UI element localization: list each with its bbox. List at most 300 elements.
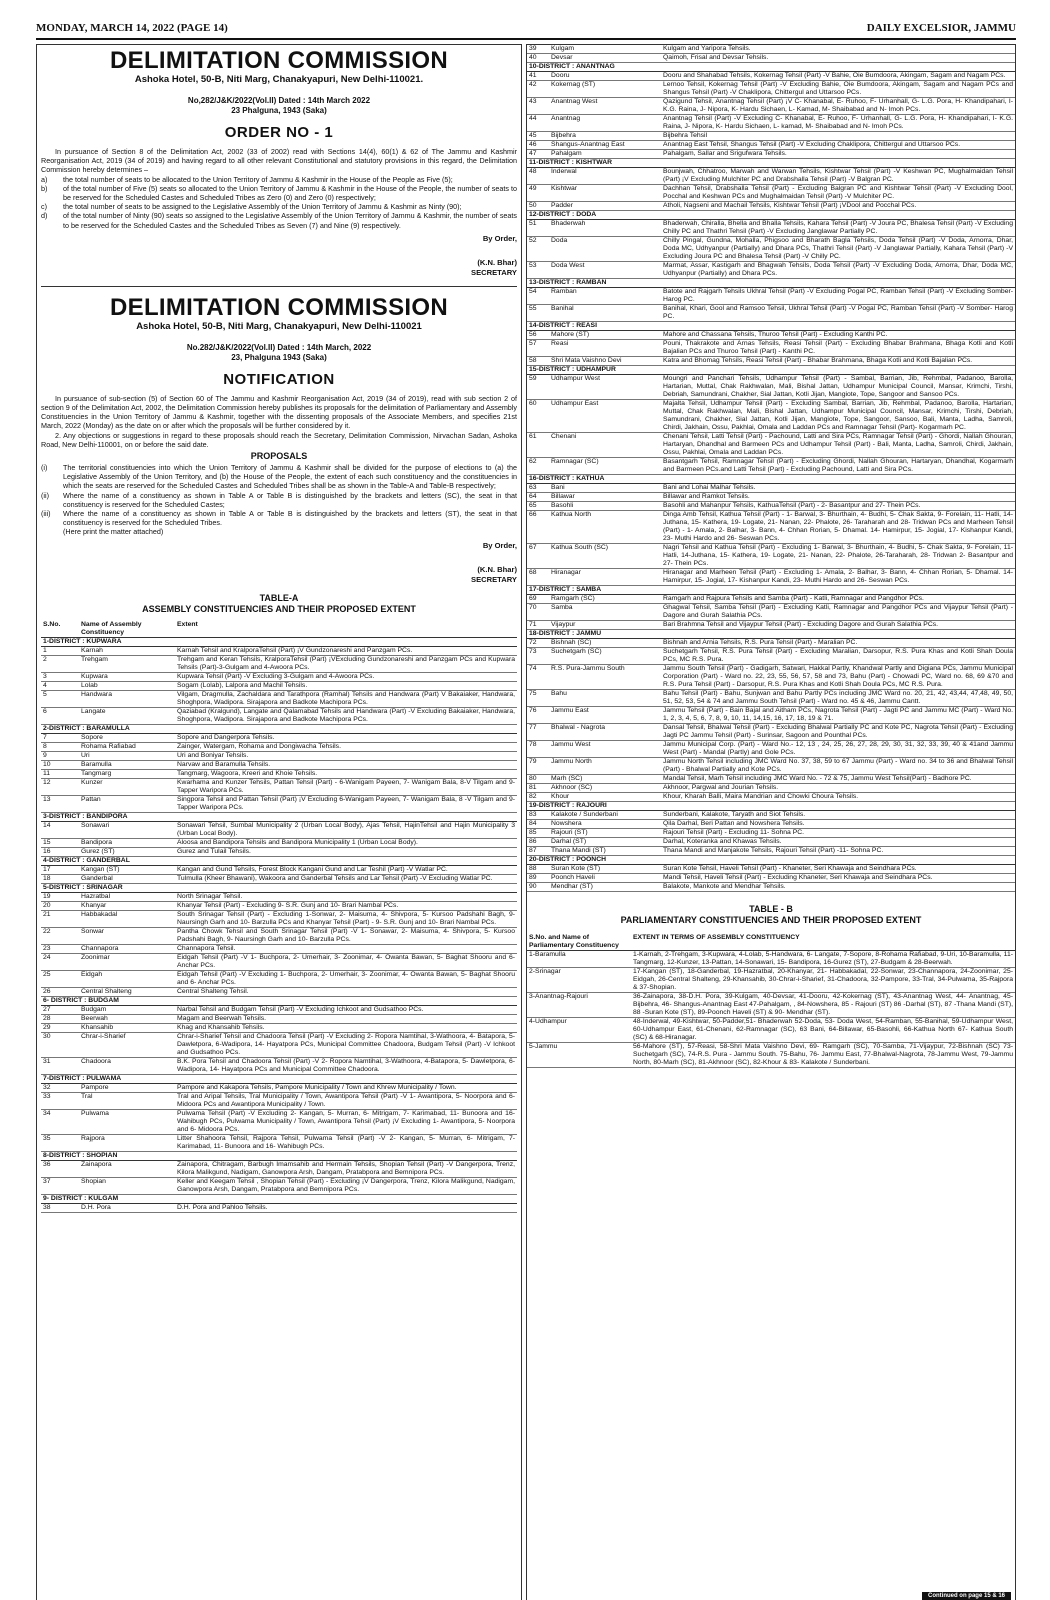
table-a-left	[41, 621, 517, 1213]
table-row	[527, 784, 1015, 793]
cell-no: 59	[527, 375, 549, 400]
district-heading-row	[527, 279, 1015, 288]
table-row	[41, 1057, 517, 1074]
cell-extent: 17-Kangan (ST), 18-Ganderbal, 19-Hazratbal, 20-Khanyar, 21- Habbakadal, 22-Sonwar, 23-Channapora, 24-Zoonimar, 25- Eidgah, 26-Central Shalteng, 29-Khansahib, 30-Chrar-i-Sharief, 31-Chadoora, 32-Pampore, 33-Tral, 34-Pulwama, 35-Rajpora & 37-Shopian.	[633, 968, 1013, 991]
notification-notice	[41, 295, 517, 585]
cell-name: Sonwar	[79, 927, 175, 944]
table-row	[527, 237, 1015, 262]
cell-extent: Chenani Tehsil, Latti Tehsil (Part) - Pachound, Latti and Sira PCs, Ramnagar Tehsil (Part) - Ghordi, Nallah Ghouran, Hartaryan, Dhandhal and Barmeen PCs and Udhampur Tehsil (Part) - Bali, Manta, Ladha, Samroli, Chirdi, Jakhain, Ossu, Pakhlai, Omala and Laddan PCs.	[663, 433, 1013, 456]
cell-name: Pampore	[79, 1083, 175, 1092]
cell-extent: Jammu North Tehsil including JMC Ward No. 37, 38, 59 to 67 Jammu (Part) - Ward no. 34 to 36 and Bhalwal Tehsil (Part) - Bhalwal Partially and Kote PCs.	[663, 758, 1013, 773]
cell-name: Akhnoor (SC)	[549, 784, 661, 793]
cell-extent: Suchetgarh Tehsil, R.S. Pura Tehsil (Part) - Excluding Maralian, Darsopur, R.S. Pura Khas and Kotli Shah Doula PCs, MC R.S. Pura.	[663, 648, 1013, 663]
cell-extent: Bounjwah, Chhatroo, Marwah and Warwan Tehsils, Kishtwar Tehsil (Part) -V Keshwan PC, Mughalmaidan Tehsil (Part) ¡V Excluding Mulchiter PC and Drabshalla Tehsil (Part) -V Balgran PC.	[663, 168, 1013, 183]
cell-name: Marh (SC)	[549, 775, 661, 784]
table-row	[41, 1083, 517, 1092]
district-heading-row	[527, 586, 1015, 595]
cell-extent: Narbal Tehsil and Budgam Tehsil (Part) -V Excluding Ichkoot and Gudsathoo PCs.	[175, 1005, 517, 1014]
district-heading: 6- DISTRICT : BUDGAM	[41, 996, 517, 1005]
table-row	[41, 1014, 517, 1023]
table-row	[41, 769, 517, 778]
district-heading-row	[41, 1151, 517, 1160]
cell-no: 31	[41, 1057, 79, 1074]
cell-name: Trehgam	[79, 655, 175, 672]
cell-extent: Tral and Aripal Tehsils, Tral Municipality / Town, Awantipora Tehsil (Part) -V 1- Awantipora, 5- Noorpora and 6- Midoora PCs and Awantipora Municipality / Town.	[177, 1092, 515, 1108]
table-row	[527, 604, 1015, 621]
cell-name: Sonawari	[79, 821, 175, 838]
cell-no: 32	[41, 1083, 79, 1092]
cell-extent: Kupwara Tehsil (Part) -V Excluding 3-Gulgam and 4-Awoora PCs.	[175, 672, 517, 681]
district-heading: 17-DISTRICT : SAMBA	[527, 586, 1015, 595]
cell-no: 44	[527, 115, 549, 132]
cell-name: Bani	[549, 484, 661, 493]
cell-name: Devsar	[549, 54, 661, 63]
cell-no: 84	[527, 820, 549, 829]
table-row	[41, 655, 517, 672]
cell-extent: 48-Inderwal, 49-Kishtwar, 50-Padder,51- Bhaderwah 52-Doda, 53- Doda West, 54-Ramban, 55-Banihal, 59-Udhampur West, 60-Udhampur East, 61-Chenani, 62-Ramnagar (SC), 63 Bani, 64-Billawar, 65-Basohli, 66-Kathua North 67- Kathua South (SC) & 68-Hiranagar.	[633, 1018, 1013, 1041]
cell-extent: 36-Zainapora, 38-D.H. Pora, 39-Kulgam, 40-Devsar, 41-Dooru, 42-Kokernag (ST), 43-Anantnag West, 44- Anantnag, 45- Bijbehra, 46- Shangus-Anantnag East 47-Pahalgam, , 84-Nowshera, 85 - Rajouri (ST) 86 -Darhal (ST), 87 -Thana Mandi (ST), 88 -Suran Kote (ST), 89-Poonch Haveli (ST) & 90- Mendhar (ST).	[633, 993, 1013, 1016]
cell-extent: Central Shalteng Tehsil.	[175, 987, 517, 996]
table-row	[527, 98, 1015, 115]
district-heading: 18-DISTRICT : JAMMU	[527, 630, 1015, 639]
cell-no: 70	[527, 604, 549, 621]
table-row	[527, 72, 1015, 81]
cell-no: 7	[41, 733, 79, 742]
district-heading: 9- DISTRICT : KULGAM	[41, 1194, 517, 1203]
cell-no: 45	[527, 132, 549, 141]
cell-extent: Banihal, Khari, Gool and Ramsoo Tehsil, Ukhral Tehsil (Part) -V Pogal PC, Ramban Tehsil (Part) -V Somber- Harog PC.	[663, 305, 1013, 320]
cell-no: 73	[527, 648, 549, 665]
cell-name: Padder	[549, 202, 661, 211]
district-heading: 19-DISTRICT : RAJOURI	[527, 802, 1015, 811]
cell-extent: Basantgarh Tehsil, Ramnagar Tehsil (Part) - Excluding Ghordi, Nallah Ghouran, Hartaryan, Dhandhal, Kogarmarh and Barmeen PCs.and Latti Tehsil (Part) - Excluding Pachound, Latti and Sira PCs.	[663, 458, 1013, 473]
cell-name: Habbakadal	[79, 910, 175, 927]
cell-name: Inderwal	[549, 168, 661, 185]
cell-name: Billawar	[549, 493, 661, 502]
table-b	[527, 934, 1015, 1068]
cell-no: 67	[527, 544, 549, 569]
cell-extent: Narvaw and Baramulla Tehsils.	[175, 760, 517, 769]
cell-no: 87	[527, 847, 549, 856]
cell-no: 30	[41, 1032, 79, 1057]
notification-para-2: 2. Any objections or suggestions in regard to these proposals should reach the Secretary, Delimitation Commission, Nirvachan Sadan, Ashoka Road, New Delhi-110001, on or before the said date.	[41, 430, 517, 449]
cell-no: 51	[527, 220, 549, 237]
cell-no: 29	[41, 1023, 79, 1032]
district-heading: 12-DISTRICT : DODA	[527, 211, 1015, 220]
cell-extent: Majalta Tehsil, Udhampur Tehsil (Part) - Excluding Sambal, Barrian, Jib, Rehmbal, Padanoo, Barolla, Hartarian, Muttal, Chak Rakhwalan, Mali, Bishal Jattan, Udhampur Municipal Council, Mansar, Krimchi, Tirshi, Debriah, Samundrani, Chakher, Sial Jattan, Kotli Jijan, Mangiote, Tope, Sangoor, Sansoo, Bali, Manta, Ladha, Samroli, Chirdi, Jakhain, Ossu, Pakhlai, Omala and Laddan PCs and Ramnagar Tehsil (Part)- Kogarmarh PC.	[663, 400, 1013, 431]
table-row	[527, 665, 1015, 690]
cell-extent: Dachhan Tehsil, Drabshalla Tehsil (Part) - Excluding Balgran PC and Kishtwar Tehsil (Part) -V Excluding Dool, Pocchal and Keshwan PCs and Mughalmaidan Tehsil (Part) -V Mulchiter PC.	[663, 185, 1013, 200]
cell-name: Khansahib	[79, 1023, 175, 1032]
notification-by-order: By Order,	[482, 540, 517, 550]
table-row	[527, 340, 1015, 357]
cell-no: 40	[527, 54, 549, 63]
cell-no: 33	[41, 1092, 79, 1109]
table-row	[41, 847, 517, 856]
cell-no: 61	[527, 433, 549, 458]
table-row	[527, 544, 1015, 569]
cell-extent: Basohli and Mahanpur Tehsils, KathuaTehsil (Part) - 2- Basantpur and 27- Thein PCs.	[661, 502, 1015, 511]
cell-extent: Qazigund Tehsil, Anantnag Tehsil (Part) ¡V C- Khanabal, E- Ruhoo, F- Urhanhall, G- L.G. Pora, H- Khandipahari, I- K.G. Raina, J- Nipora, K- Hardu Sichaen, L- Kamad, M- Shaibabad and N- Imoh PCs.	[663, 98, 1013, 113]
cell-extent: Eidgah Tehsil (Part) -V Excluding 1- Buchpora, 2- Umerhair, 3- Zoonimar, 4- Owanta Bawan, 5- Baghat Shooru and 6- Anchar PCs.	[177, 970, 515, 986]
cell-extent: Gurez and Tulail Tehsils.	[175, 847, 517, 856]
table-row	[41, 681, 517, 690]
cell-name: Sopore	[79, 733, 175, 742]
table-row	[527, 993, 1015, 1018]
order-item: c) the total number of seats to be assigned to the Legislative Assembly of the Union Territory of Jammu & Kashmir as Ninty (90);	[41, 202, 462, 212]
table-row	[41, 910, 517, 927]
table-row	[527, 648, 1015, 665]
notification-signatory: (K.N. Bhar)	[477, 564, 517, 574]
cell-no: 71	[527, 621, 549, 630]
table-row	[41, 927, 517, 944]
cell-extent: North Srinagar Tehsil.	[175, 892, 517, 901]
table-row	[41, 1160, 517, 1177]
table-row	[41, 1023, 517, 1032]
district-heading-row	[527, 802, 1015, 811]
cell-no: 65	[527, 502, 549, 511]
cell-extent: Anantnag East Tehsil, Shangus Tehsil (Part) -V Excluding Chaklipora, Chittergul and Uttarsoo PCs.	[661, 141, 1015, 150]
cell-extent: Nagri Tehsil and Kathua Tehsil (Part) - Excluding 1- Barwal, 3- Bhurthain, 4- Budhi, 5- Chak Sakta, 9- Forelain, 11- Hatli, 14-Juthana, 15- Kathera, 19- Logate, 21- Nanan, 22- Phalote, 26-Taraharah, 28- Tridwan 2- Basantpur and 27- Thein PCs.	[663, 544, 1013, 567]
cell-no: 27	[41, 1005, 79, 1014]
cell-extent: Aloosa and Bandipora Tehsils and Bandipora Municipality 1 (Urban Local Body).	[175, 838, 517, 847]
table-row	[527, 484, 1015, 493]
cell-no: 85	[527, 829, 549, 838]
table-row	[41, 795, 517, 812]
district-heading-row	[41, 883, 517, 892]
table-row	[41, 1134, 517, 1151]
cell-extent: Singpora Tehsil and Pattan Tehsil (Part) ¡V Excluding 6-Wanigam Payeen, 7- Wanigam Bala, 8 -V Tilgam and 9- Tapper Waripora PCs.	[177, 795, 515, 811]
table-row	[41, 707, 517, 724]
table-row	[527, 793, 1015, 802]
cell-no: 58	[527, 357, 549, 366]
table-row	[527, 357, 1015, 366]
table-row	[527, 595, 1015, 604]
table-row	[527, 741, 1015, 758]
cell-name: Hiranagar	[549, 569, 661, 586]
table-row	[527, 502, 1015, 511]
table-row	[527, 132, 1015, 141]
table-row	[41, 751, 517, 760]
cell-name: Mahore (ST)	[549, 331, 661, 340]
cell-extent: Pulwama Tehsil (Part) -V Excluding 2- Kangan, 5- Murran, 6- Mitrigam, 7- Karimabad, 11- Bunoora and 16- Wahibugh PCs, Pulwama Municipality / Town, Awantipora Tehsil (Part) ¡V Excluding 1- Awantipora, 5- Noorpora and 6- Midoora PCs.	[177, 1109, 515, 1133]
cell-no: 28	[41, 1014, 79, 1023]
continued-note: Continued on page 15 & 16	[922, 1592, 1011, 1600]
cell-extent: Kulgam and Yaripora Tehsils.	[661, 45, 1015, 54]
proposal-item: (Here print the matter attached)	[63, 527, 164, 537]
cell-extent: B.K. Pora Tehsil and Chadoora Tehsil (Part) -V 2- Ropora Namtihal, 3-Wathoora, 4-Batapora, 5- Dawletpora, 6-Wadipora, 14- Hayatpora PCs and Municipal Committee Chadoora.	[177, 1057, 515, 1073]
cell-name: Jammu North	[549, 758, 661, 775]
order-signatory: (K.N. Bhar)	[477, 257, 517, 267]
cell-name: Jammu East	[549, 707, 661, 724]
cell-no: 75	[527, 690, 549, 707]
cell-no: 64	[527, 493, 549, 502]
cell-name: Central Shalteng	[79, 987, 175, 996]
cell-no: 60	[527, 400, 549, 433]
cell-no: 18	[41, 874, 79, 883]
table-row	[41, 1109, 517, 1134]
district-heading: 1-DISTRICT : KUPWARA	[41, 637, 517, 646]
cell-no: 20	[41, 901, 79, 910]
cell-name: Kunzer	[79, 778, 175, 795]
cell-no: 43	[527, 98, 549, 115]
cell-no: 90	[527, 883, 549, 892]
cell-extent: Qila Darhal, Beri Pattan and Nowshera Tehsils.	[661, 820, 1015, 829]
cell-no: 39	[527, 45, 549, 54]
left-column	[36, 44, 522, 1600]
cell-extent: Pouni, Thakrakote and Arnas Tehsils, Reasi Tehsil (Part) - Excluding Bhabar Brahmana, Bhaga Kotli and Kotli Bajalian PCs and Thuroo Tehsil (Part) - Kanthi PC.	[663, 340, 1013, 355]
cell-name: Pattan	[79, 795, 175, 812]
table-row	[527, 820, 1015, 829]
cell-name: Banihal	[549, 305, 661, 322]
cell-extent: Qaziabad (Kralgund), Langate and Qalamabad Tehsils and Handwara (Part) -V Excluding Bakaiaker, Handwara, Shoghpora, Wadipora. Sirajapora and Badkote Machipora PCs.	[177, 707, 515, 723]
order-notice	[41, 48, 517, 278]
cell-no: 78	[527, 741, 549, 758]
cell-no: 19	[41, 892, 79, 901]
district-heading-row	[527, 366, 1015, 375]
cell-no: 72	[527, 639, 549, 648]
cell-name: Uri	[79, 751, 175, 760]
order-item: a) the total number of seats to be allocated to the Union Territory of Jammu & Kashmir in the House of the People as Five (5);	[41, 174, 453, 184]
cell-name: Beerwah	[79, 1014, 175, 1023]
cell-extent: Dinga Amb Tehsil, Kathua Tehsil (Part) - 1- Barwal, 3- Bhurthain, 4- Budhi, 5- Chak Sakta, 9- Forelain, 11- Hatli, 14-Juthana, 15- Kathera, 19- Logate, 21- Nanan, 22- Phalote, 26- Taraharah and 28- Tridwan PCs and Marheen Tehsil (Part) - 1- Amala, 2- Balhar, 3- Bann, 4- Chhan Rorian, 5- Dhamal. 14- Hamirpur, 15- Jogial, 17- Kishanpur Kandi, 23- Muthi Hardo and 26- Seswan PCs.	[663, 511, 1013, 542]
cell-name: Basohli	[549, 502, 661, 511]
cell-no: 37	[41, 1177, 79, 1194]
table-row	[41, 987, 517, 996]
cell-name: Samba	[549, 604, 661, 621]
cell-no: 34	[41, 1109, 79, 1134]
table-row	[527, 400, 1015, 433]
cell-extent: Pampore and Kakapora Tehsils, Pampore Municipality / Town and Khrew Municipality / Town.	[175, 1083, 517, 1092]
cell-name: Rohama Rafiabad	[79, 742, 175, 751]
cell-extent: Sunderbani, Kalakote, Taryath and Siot Tehsils.	[661, 811, 1015, 820]
cell-name: Handwara	[79, 690, 175, 707]
district-heading: 14-DISTRICT : REASI	[527, 322, 1015, 331]
cell-name: Anantnag West	[549, 98, 661, 115]
cell-no: 13	[41, 795, 79, 812]
cell-name: Chenani	[549, 433, 661, 458]
table-row	[41, 874, 517, 883]
cell-extent: Karnah Tehsil and KralporaTehsil (Part) ¡V Gundzonareshi and Panzgam PCs.	[175, 646, 517, 655]
table-row	[527, 262, 1015, 279]
table-row	[527, 724, 1015, 741]
cell-no: 86	[527, 838, 549, 847]
cell-name: 2-Srinagar	[527, 968, 631, 993]
cell-extent: Mandi Tehsil, Haveli Tehsil (Part) - Excluding Khaneter, Seri Khawaja and Seindhara PCs.	[661, 874, 1015, 883]
order-item: b) of the total number of Five (5) seats so allocated to the Union Territory of Jammu & Kashmir in the House of the People, the number of seats to be reserved for the Scheduled Castes and Scheduled Tribes as Zero (0) and Zero (0) respectively;	[41, 183, 517, 203]
cell-extent: 56-Mahore (ST), 57-Reasi, 58-Shri Mata Vaishno Devi, 69- Ramgarh (SC), 70-Samba, 71-Vijaypur, 72-Bishnah (SC) 73- Suchetgarh (SC), 74-R.S. Pura - Jammu South. 75-Bahu, 76- Jammu East, 77-Bhalwal-Nagrota, 78-Jammu West, 79-Jammu North, 80-Marh (SC), 81-Akhnoor (SC), 82-Khour & 83- Kalakote / Sunderbani.	[633, 1043, 1013, 1066]
cell-no: 2	[41, 655, 79, 672]
cell-name: Kokernag (ST)	[549, 81, 661, 98]
cell-no: 48	[527, 168, 549, 185]
cell-name: Mendhar (ST)	[549, 883, 661, 892]
cell-name: Kalakote / Sunderbani	[549, 811, 661, 820]
table-row	[527, 838, 1015, 847]
cell-extent: Hiranagar and Marheen Tehsil (Part) - Excluding 1- Amala, 2- Balhar, 3- Bann, 4- Chhan Rorian, 5- Dhamal. 14- Hamirpur, 15- Jogial, 17- Kishanpur Kandi, 23- Muthi Hardo and 26- Seswan PCs.	[663, 569, 1013, 584]
table-b-subtitle: PARLIAMENTARY CONSTITUENCIES AND THEIR PROPOSED EXTENT	[620, 915, 922, 925]
cell-name: Anantnag	[549, 115, 661, 132]
cell-extent: Vilgam, Dragmulla, Zachaldara and Tarathpora (Ramhal) Tehsils and Handwara (Part) V Bakaiaker, Handwara, Shoghpora, Wadipora. Sirajapora and Badkote Machipora PCs.	[177, 690, 515, 706]
order-item: d) of the total number of Ninty (90) seats so assigned to the Legislative Assembly of the Union Territory of Jammu & Kashmir, the number of seats to be reserved for the Scheduled Castes and the Scheduled Tribes as Seven (7) and Nine (9) respectively.	[41, 211, 517, 230]
table-row	[41, 1203, 517, 1212]
cell-extent: Zainapora, Chitragam, Barbugh Imamsahib and Hermain Tehsils, Shopian Tehsil (Part) -V Dangerpora, Trenz, Kilora Malikgund, Nadigam, Ganowpora Arsh, Dangam, Pratabpora and Bemnipora PCs.	[177, 1160, 515, 1176]
cell-no: 42	[527, 81, 549, 98]
cell-no: 12	[41, 778, 79, 795]
cell-name: R.S. Pura-Jammu South	[549, 665, 661, 690]
table-a-subtitle: ASSEMBLY CONSTITUENCIES AND THEIR PROPOSED EXTENT	[142, 603, 416, 614]
table-row	[41, 1032, 517, 1057]
cell-extent: Eidgah Tehsil (Part) -V 1- Buchpora, 2- Umerhair, 3- Zoonimar, 4- Owanta Bawan, 5- Baghat Shooru and 6- Anchar PCs.	[177, 953, 515, 969]
order-heading: ORDER NO - 1	[224, 124, 334, 141]
order-commission-title: DELIMITATION COMMISSION	[110, 47, 448, 74]
table-row	[527, 220, 1015, 237]
cell-name: Ramban	[549, 288, 661, 305]
cell-extent: Bishnah and Arnia Tehsils, R.S. Pura Tehsil (Part) - Maralian PC.	[661, 639, 1015, 648]
district-heading-row	[527, 630, 1015, 639]
table-row	[41, 953, 517, 970]
notification-heading: NOTIFICATION	[223, 370, 335, 388]
cell-no: 69	[527, 595, 549, 604]
proposal-item: (i) The territorial constituencies into which the Union Territory of Jammu & Kashmir shall be divided for the purpose of elections to (a) the Legislative Assembly of the Union Territory, and (b) the House of the People, the extent of each such constituency and the constituencies in which the seats are reserved for the Scheduled Castes and Scheduled Tribes shall be as shown in the Table-A and Table-B respectively;	[41, 463, 517, 491]
cell-extent: D.H. Pora and Pahloo Tehsils.	[175, 1203, 517, 1212]
cell-extent: Atholi, Nagseni and Machail Tehsils, Kishtwar Tehsil (Part) ¡VDool and Pocchal PCs.	[661, 202, 1015, 211]
table-row	[527, 758, 1015, 775]
table-row	[41, 970, 517, 987]
notification-address: Ashoka Hotel, 50-B, Niti Marg, Chanakyapuri, New Delhi-110021	[136, 320, 422, 332]
cell-no: 25	[41, 970, 79, 987]
cell-name: Udhampur East	[549, 400, 661, 433]
table-row	[527, 707, 1015, 724]
table-row	[527, 1018, 1015, 1043]
cell-extent: South Srinagar Tehsil (Part) - Excluding 1-Sonwar, 2- Maisuma, 4- Shivpora, 5- Kursoo Padshahi Bagh, 9- Naursingh Garh and 10- Barzulla PCs and Khanyar Tehsil (Part) - 9- S.R. Gunj and 10- Brari Nambal PCs.	[177, 910, 515, 926]
cell-no: 76	[527, 707, 549, 724]
cell-name: Tral	[79, 1092, 175, 1109]
cell-extent: Bahu Tehsil (Part) - Bahu, Sunjwan and Bahu Partly PCs including JMC Ward no. 20, 21, 42, 43,44, 47,48, 49, 50, 51, 52, 53, 54 & 74 and Jammu South Tehsil (Part) - Ward no. 45 & 46, Jammu Cantt.	[663, 690, 1013, 705]
cell-extent: Khour, Kharah Balli, Maira Mandrian and Chowki Choura Tehsils.	[661, 793, 1015, 802]
table-row	[41, 1092, 517, 1109]
cell-extent: Mandal Tehsil, Marh Tehsil including JMC Ward No. - 72 & 75, Jammu West Tehsil(Part) - Badhore PC.	[661, 775, 1015, 784]
table-row	[527, 493, 1015, 502]
cell-extent: 1-Karnah, 2-Trehgam, 3-Kupwara, 4-Lolab, 5-Handwara, 6- Langate, 7-Sopore, 8-Rohama Rafiabad, 9-Uri, 10-Baramulla, 11-Tangmarg, 12-Kunzer, 13-Pattan, 14-Sonawari, 15- Bandipora, 16-Gurez (ST), 27-Budgam & 28-Beerwah.	[633, 951, 1013, 966]
table-row	[527, 81, 1015, 98]
table-row	[527, 150, 1015, 159]
cell-name: Ramnagar (SC)	[549, 458, 661, 475]
table-row	[527, 331, 1015, 340]
district-heading: 11-DISTRICT : KISHTWAR	[527, 159, 1015, 168]
cell-name: Bhaderwah	[549, 220, 661, 237]
proposal-item: (iii) Where the name of a constituency as shown in Table A or Table B is distinguished by the brackets and letters (ST), the seat in that constituency is reserved for the Scheduled Tribes.	[41, 509, 517, 528]
cell-name: Pulwama	[79, 1109, 175, 1134]
cell-extent: Marmat, Assar, Kastigarh and Bhagwah Tehsils, Doda Tehsil (Part) -V Excluding Doda, Arnorra, Dhar, Doda MC, Udhyanpur (Partially) and Dhara PCs.	[663, 262, 1013, 277]
order-ref: No,282/J&K/2022(Vol.II) Dated : 14th March 2022	[187, 96, 371, 105]
cell-no: 83	[527, 811, 549, 820]
cell-extent: Anantnag Tehsil (Part) -V Excluding C- Khanabal, E- Ruhoo, F- Urhanhall, G- L.G. Pora, H- Khandipahari, I- K.G. Raina, J- Nipora, K- Hardu Sichaen, L- kamad, M- Shaibabad and N- Imoh PCs.	[663, 115, 1013, 130]
cell-no: 53	[527, 262, 549, 279]
cell-extent: Ramgarh and Rajpura Tehsils and Samba (Part) - Katli, Ramnagar and Pangdhor PCs.	[661, 595, 1015, 604]
district-heading: 20-DISTRICT : POONCH	[527, 856, 1015, 865]
cell-no: 89	[527, 874, 549, 883]
cell-no: 88	[527, 865, 549, 874]
cell-name: Chadoora	[79, 1057, 175, 1074]
cell-no: 52	[527, 237, 549, 262]
cell-name: Bandipora	[79, 838, 175, 847]
cell-extent: Litter Shahoora Tehsil, Rajpora Tehsil, Pulwama Tehsil (Part) -V 2- Kangan, 5- Murran, 6- Mitrigam, 7- Karimabad, 11- Bunoora and 16- Wahibugh PCs.	[177, 1134, 515, 1150]
cell-no: 56	[527, 331, 549, 340]
district-heading-row	[41, 996, 517, 1005]
cell-no: 79	[527, 758, 549, 775]
cell-name: Reasi	[549, 340, 661, 357]
table-row	[527, 185, 1015, 202]
table-row	[527, 569, 1015, 586]
cell-extent: Magam and Beerwah Tehsils.	[175, 1014, 517, 1023]
cell-no: 22	[41, 927, 79, 944]
cell-no: 54	[527, 288, 549, 305]
cell-name: Shopian	[79, 1177, 175, 1194]
table-row	[527, 305, 1015, 322]
cell-extent: Ghagwal Tehsil, Samba Tehsil (Part) - Excluding Katli, Ramnagar and Pangdhor PCs and Vijaypur Tehsil (Part) - Dagore and Gurah Salathia PCs.	[663, 604, 1013, 619]
table-row	[527, 865, 1015, 874]
cell-name: Thana Mandi (ST)	[549, 847, 661, 856]
cell-extent: Lernoo Tehsil, Kokernag Tehsil (Part) -V Excluding Bahie, Oie Bumdoora, Akingam, Sagam and Nagam PCs and Shangus Tehsil (Part) -V Chaklipora, Chittergul and Uttarsoo PCs.	[663, 81, 1013, 96]
table-row	[527, 202, 1015, 211]
cell-no: 11	[41, 769, 79, 778]
cell-no: 63	[527, 484, 549, 493]
cell-name: Kulgam	[549, 45, 661, 54]
table-row	[527, 375, 1015, 400]
table-row	[527, 511, 1015, 544]
cell-name: Eidgah	[79, 970, 175, 987]
district-heading: 2-DISTRICT : BARAMULLA	[41, 724, 517, 733]
table-b-header-extent: EXTENT IN TERMS OF ASSEMBLY CONSTITUENCY	[631, 934, 1015, 951]
table-row	[41, 1177, 517, 1194]
cell-no: 66	[527, 511, 549, 544]
cell-no: 49	[527, 185, 549, 202]
district-heading-row	[527, 211, 1015, 220]
cell-extent: Tangmarg, Wagoora, Kreeri and Khoie Tehsils.	[175, 769, 517, 778]
table-b-header-row	[527, 934, 1015, 951]
cell-extent: Tulmulla (Kheer Bhawani), Wakoora and Ganderbal Tehsils and Lar Tehsil (Part) -V Excluding Watlar PC.	[175, 874, 517, 883]
district-heading-row	[527, 63, 1015, 72]
district-heading: 3-DISTRICT : BANDIPORA	[41, 812, 517, 821]
table-row	[41, 838, 517, 847]
cell-no: 55	[527, 305, 549, 322]
cell-name: 4-Udhampur	[527, 1018, 631, 1043]
cell-name: Bahu	[549, 690, 661, 707]
cell-no: 38	[41, 1203, 79, 1212]
notification-designation: SECRETARY	[471, 574, 517, 584]
table-b-header-name: S.No. and Name of Parliamentary Constituency	[527, 934, 631, 951]
cell-no: 9	[41, 751, 79, 760]
district-heading: 15-DISTRICT : UDHAMPUR	[527, 366, 1015, 375]
cell-extent: Moungri and Panchari Tehsils, Udhampur Tehsil (Part) - Sambal, Barrian, Jib, Rehmbal, Padanoo, Barolla, Hartarian, Muttal, Chak Rakhwalan, Mali, Bishal Jattan, Udhampur Municipal Council, Mansar, Krimchi, Tirshi, Debriah, Samundrani, Chakher, Sial Jattan, Kotli Jijan, Mangiote, Tope, Sangoor and Sansoo PCs.	[663, 375, 1013, 398]
table-row	[527, 775, 1015, 784]
cell-no: 6	[41, 707, 79, 724]
district-heading-row	[41, 724, 517, 733]
order-address: Ashoka Hotel, 50-B, Niti Marg, Chanakyapuri, New Delhi-110021.	[134, 74, 424, 85]
cell-name: Poonch Haveli	[549, 874, 661, 883]
cell-no: 57	[527, 340, 549, 357]
order-designation: SECRETARY	[471, 267, 517, 277]
cell-name: Suchetgarh (SC)	[549, 648, 661, 665]
cell-no: 47	[527, 150, 549, 159]
cell-extent: Bhaderwah, Chiralla, Bhella and Bhalla Tehsils, Kahara Tehsil (Part) -V Joura PC, Bhalesa Tehsil (Part) -V Excluding Chilly PC and Thathri Tehsil (Part) -V Excluding Janglawar Partially PC.	[663, 220, 1013, 235]
cell-extent: Chrar-i-Sharief Tehsil and Chadoora Tehsil (Part) -V Excluding 2- Ropora Namtihal, 3-Wathoora, 4- Batapora, 5- Dawletpora, 6-Wadipora, 14- Hayatpora PCs, Municipal Committee Chadoora, Budgam Tehsil (Part) -V Ichkoot and Gudsathoo PCs.	[177, 1032, 515, 1056]
district-heading: 7-DISTRICT : PULWAMA	[41, 1074, 517, 1083]
cell-name: Suran Kote (ST)	[549, 865, 661, 874]
cell-extent: Balakote, Mankote and Mendhar Tehsils.	[661, 883, 1015, 892]
cell-extent: Dansal Tehsil, Bhalwal Tehsil (Part) - Excluding Bhalwal Partially PC and Kote PC, Nagrota Tehsil (Part) - Excluding Jagti PC Jammu Tehsil (Part) - Surinsar, Sagoon and Pounthal PCs.	[663, 724, 1013, 739]
cell-name: Langate	[79, 707, 175, 724]
